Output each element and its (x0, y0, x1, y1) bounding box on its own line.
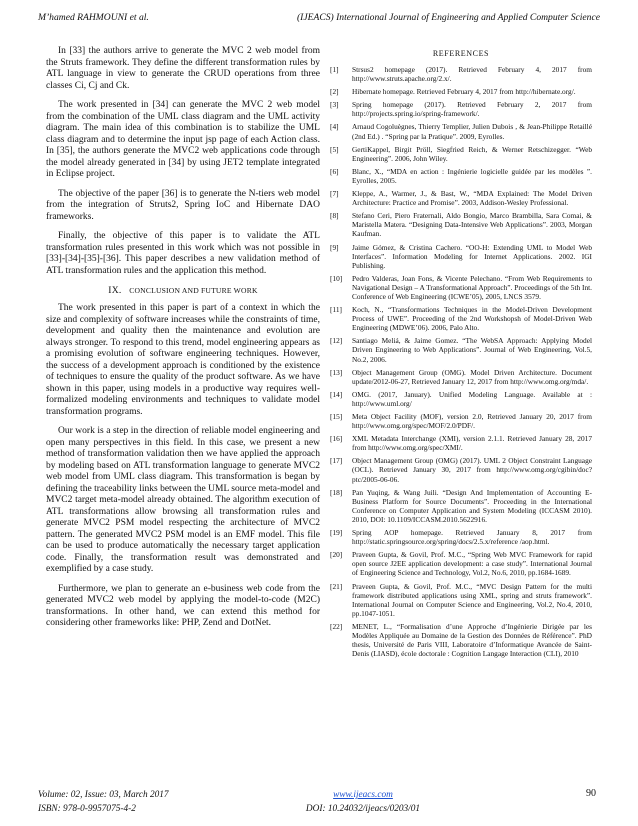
reference-number: [15] (330, 412, 343, 421)
reference-item (330, 243, 592, 270)
header-authors: M’hamed RAHMOUNI et al. (38, 12, 149, 23)
reference-number: [7] (330, 189, 339, 199)
reference-number: [17] (330, 456, 343, 466)
reference-text: Object Management Group (OMG) (2017). UML 2 Object Constraint Language (OCL). Retrieved January 30, 2017 from http://www.omg.org/cgibin/doc?ptc/2005-06-06. (352, 456, 592, 484)
reference-text: XML Metadata Interchange (XMI), version 2.1.1. Retrieved January 28, 2017 from http://www.omg.org/spec/XMI/. (352, 434, 592, 453)
section-heading (46, 285, 320, 296)
reference-number: [13] (330, 367, 343, 377)
footer-left (38, 788, 169, 816)
reference-item (330, 145, 592, 163)
references-heading: REFERENCES (432, 49, 490, 58)
reference-list (330, 65, 592, 658)
reference-item (330, 189, 592, 207)
page-number: 90 (586, 788, 596, 799)
journal-link[interactable]: www.ijeacs.com (333, 790, 393, 800)
footer-doi: DOI: 10.24032/ijeacs/0203/01 (305, 804, 421, 814)
reference-number: [3] (330, 100, 339, 110)
reference-text: Pan Yuqing, & Wang Juili. “Design And Implementation of Accounting E-Business Platform for Source Documents”. Proceeding in the International Conference on Computer Application and System Modeling (ICCASM 2010). 2010, DOI: 10.1109/ICCASM.2010.5622916. (352, 487, 592, 524)
footer-isbn: ISBN: 978-0-9957075-4-2 (38, 804, 136, 814)
references-column (330, 46, 592, 662)
reference-number: [16] (330, 434, 343, 444)
paragraph: The work presented in this paper is part of a context in which the size and complexity of software increases while the constraints of time, development and quality then the maintenance and evolution are always stronger. To respond to this trend, model engineering appears as a promising evolution of software engineering techniques. However, the success of a development approach is conditioned by the existence of techniques to ensure the quality of the product software. As we have shown in this paper, using models in a productive way requires well-formalized modeling environments and techniques to validate model transformation programs. (46, 303, 320, 417)
reference-text: Spring AOP homepage. Retrieved January 8, 2017 from http://static.springsource.org/spring/docs/2.5.x/reference /aop.html. (352, 528, 592, 547)
reference-number: [14] (330, 389, 343, 399)
reference-text: Spring homepage (2017). Retrieved February 2, 2017 from http://projects.spring.io/spring-framework/. (352, 100, 592, 119)
reference-number: [11] (330, 305, 342, 315)
reference-text: Koch, N., “Transformations Techniques in the Model-Driven Development Process of UWE”. Proceeding of the 2nd Workshopsh of Model-Driven Web Engineering (MDWE’06). 2006, Palo Alto. (352, 305, 592, 333)
reference-number: [10] (330, 273, 343, 283)
reference-item (330, 211, 592, 238)
reference-item (330, 336, 592, 363)
reference-item (330, 65, 592, 83)
reference-number: [1] (330, 65, 339, 74)
reference-item (330, 434, 592, 452)
page-footer (38, 788, 600, 822)
paragraph: In [33] the authors arrive to generate the MVC 2 web model from the Struts framework. They define the different transformation rules by ATL language in view to generate the CRUD operations from three classes Ci, Cj and Ck. (46, 46, 320, 91)
reference-number: [2] (330, 87, 339, 97)
reference-number: [4] (330, 122, 339, 132)
reference-text: Meta Object Facility (MOF), version 2.0, Retrieved January 20, 2017 from http://www.omg.org/spec/MOF/2.0/PDF/. (352, 412, 592, 431)
reference-number: [18] (330, 487, 343, 497)
reference-text: Praveen Gupta, & Govil, Prof. M.C., “MVC Design Pattern for the multi framework distributed applications using XML, spring and struts framework”. International Journal on Computer Science and Engineering, Vol.2, No.4, 2010, pp.1047-1051. (352, 581, 592, 618)
reference-number: [21] (330, 581, 343, 591)
reference-number: [8] (330, 211, 339, 221)
running-header (38, 12, 600, 26)
reference-item (330, 550, 592, 577)
reference-item (330, 305, 592, 332)
reference-item (330, 87, 592, 96)
reference-item (330, 412, 592, 430)
section-number: IX. (108, 285, 122, 296)
reference-text: Jaime Gómez, & Cristina Cachero. “OO-H: Extending UML to Model Web Interfaces”. Information Modeling for Internet Applications. 2002. IGI Publishing. (352, 242, 592, 270)
reference-number: [12] (330, 336, 343, 346)
paragraph: Finally, the objective of this paper is to validate the ATL transformation rules presented in this work which was not possible in [33]-[34]-[35]-[36]. This paper describes a new validation method of ATL transformation rules and the application this method. (46, 231, 320, 276)
reference-text: Praveen Gupta, & Govil, Prof. M.C., “Spring Web MVC Framework for rapid open source J2EE application development: a case study”. International Journal of Engineering Science and Technology, Vol.2, No.6, 2010, pp.1684-1689. (352, 550, 592, 578)
reference-item (330, 368, 592, 386)
paragraph: The work presented in [34] can generate the MVC 2 web model from the combination of the UML class diagram and the UML activity diagram. The main idea of this combination is to stabilize the UML class diagram and to determine the input jsp page of each Action class. In [35], the authors generate the MVC2 web applications code through the model already generated in [34] by using JET2 template integrated in Eclipse project. (46, 100, 320, 179)
reference-item (330, 528, 592, 546)
reference-number: [5] (330, 144, 339, 154)
reference-item (330, 390, 592, 408)
reference-text: MENET, L., “Formalisation d’une Approche d’Ingénierie Dirigée par les Modèles Appliquée au Domaine de la Gestion des Données de Référence”. PhD thesis, Université de Paris VIII, Laboratoire d’Informatique Avancée de Saint-Denis (LIASD), école doctorale : Cognition Langage Interaction (CLI), 2010 (352, 621, 592, 659)
reference-text: Strsus2 homepage (2017). Retrieved February 4, 2017 from http://www.struts.apache.org/2.x/. (352, 65, 592, 84)
section-title: CONCLUSION AND FUTURE WORK (129, 286, 258, 295)
reference-number: [19] (330, 528, 343, 538)
reference-text: Arnaud Cogoluègnes, Thierry Templier, Julien Dubois , & Jean-Philippe Retaillé (2nd Ed.) . “Spring par la Pratique”. 2009, Eyrolles. (352, 122, 592, 141)
reference-text: Santiago Meliá, & Jaime Gomez. “The WebSA Approach: Applying Model Driven Engineering to Web Applications”. Journal of Web Engineering, Vol.5, No.2, 2006. (352, 336, 592, 364)
header-journal: (IJEACS) International Journal of Engineering and Applied Computer Science (296, 12, 600, 23)
reference-number: [6] (330, 166, 339, 176)
reference-item (330, 167, 592, 185)
footer-center (288, 788, 438, 816)
reference-text: Pedro Valderas, Joan Fons, & Vicente Pelechano. “From Web Requirements to Navigational Design – A Transformational Approach”. Proceedings of the 5th Int. Conference of Web Engineering (ICWE’05), 2005, LNCS 3579. (352, 273, 592, 301)
reference-text: Stefano Ceri, Piero Fraternali, Aldo Bongio, Marco Brambilla, Sara Comai, & Maristella Matera. “Designing Data-Intensive Web Applications”. 2003, Morgan Kaufman. (352, 211, 592, 239)
reference-item (330, 122, 592, 140)
reference-text: OMG. (2017, January). Unified Modeling Language. Available at : http://www.uml.org/ (352, 389, 592, 408)
reference-text: Blanc, X., “MDA en action : Ingénierie logicielle guidée par les modèles ”. Eyrolles, 2005. (352, 166, 592, 185)
reference-number: [9] (330, 242, 339, 252)
reference-text: Object Management Group (OMG). Model Driven Architecture. Document update/2012-06-27, Retrieved January 12, 2017 from http://www.omg.org/mda/. (352, 367, 592, 386)
reference-item (330, 456, 592, 483)
reference-item (330, 100, 592, 118)
reference-number: [22] (330, 621, 343, 631)
paragraph: Our work is a step in the direction of reliable model engineering and open many perspectives in this field. In this case, we present a new method of transformation validation then we have applied the approach by modeling based on ATL transformation language to generate MVC2 web model from UML class diagram. This transformation is began by defining the traceability links between the UML source meta-model and MVC2 target meta-model already obtained. The algorithm execution of ATL transformations allow browsing all transformation rules and generate MVC2 PSM model respecting the architecture of MVC2 pattern. The generated MVC2 PSM model is an EMF model. This file can be used to produce automatically the necessary target application code. Finally, the transformation result was demonstrated and exemplified by a case study. (46, 426, 320, 574)
reference-text: Kleppe, A., Warmer, J., & Bast, W., “MDA Explained: The Model Driven Architecture: Practice and Promise”. 2003, Addison-Wesley Professional. (352, 189, 592, 208)
footer-volume: Volume: 02, Issue: 03, March 2017 (38, 790, 169, 800)
paragraph: Furthermore, we plan to generate an e-business web code from the generated MVC2 web model by applying the model-to-code (M2C) transformations. In other hand, we can extend this method for considering other frameworks like: PHP, Zend and DotNet. (46, 583, 320, 628)
reference-number: [20] (330, 550, 343, 560)
reference-item (330, 582, 592, 618)
reference-text: GertiKappel, Birgit Pröll, Siegfried Reich, & Werner Retschizegger. “Web Engineering”. 2006, John Wiley. (352, 144, 592, 163)
paragraph: The objective of the paper [36] is to generate the N-tiers web model from the integration of Struts2, Spring IoC and Hibernate DAO frameworks. (46, 188, 320, 222)
reference-item (330, 274, 592, 301)
left-column (46, 46, 320, 638)
reference-item (330, 488, 592, 524)
reference-item (330, 622, 592, 658)
reference-text: Hibernate homepage. Retrieved February 4, 2017 from http://hibernate.org/. (352, 87, 576, 97)
